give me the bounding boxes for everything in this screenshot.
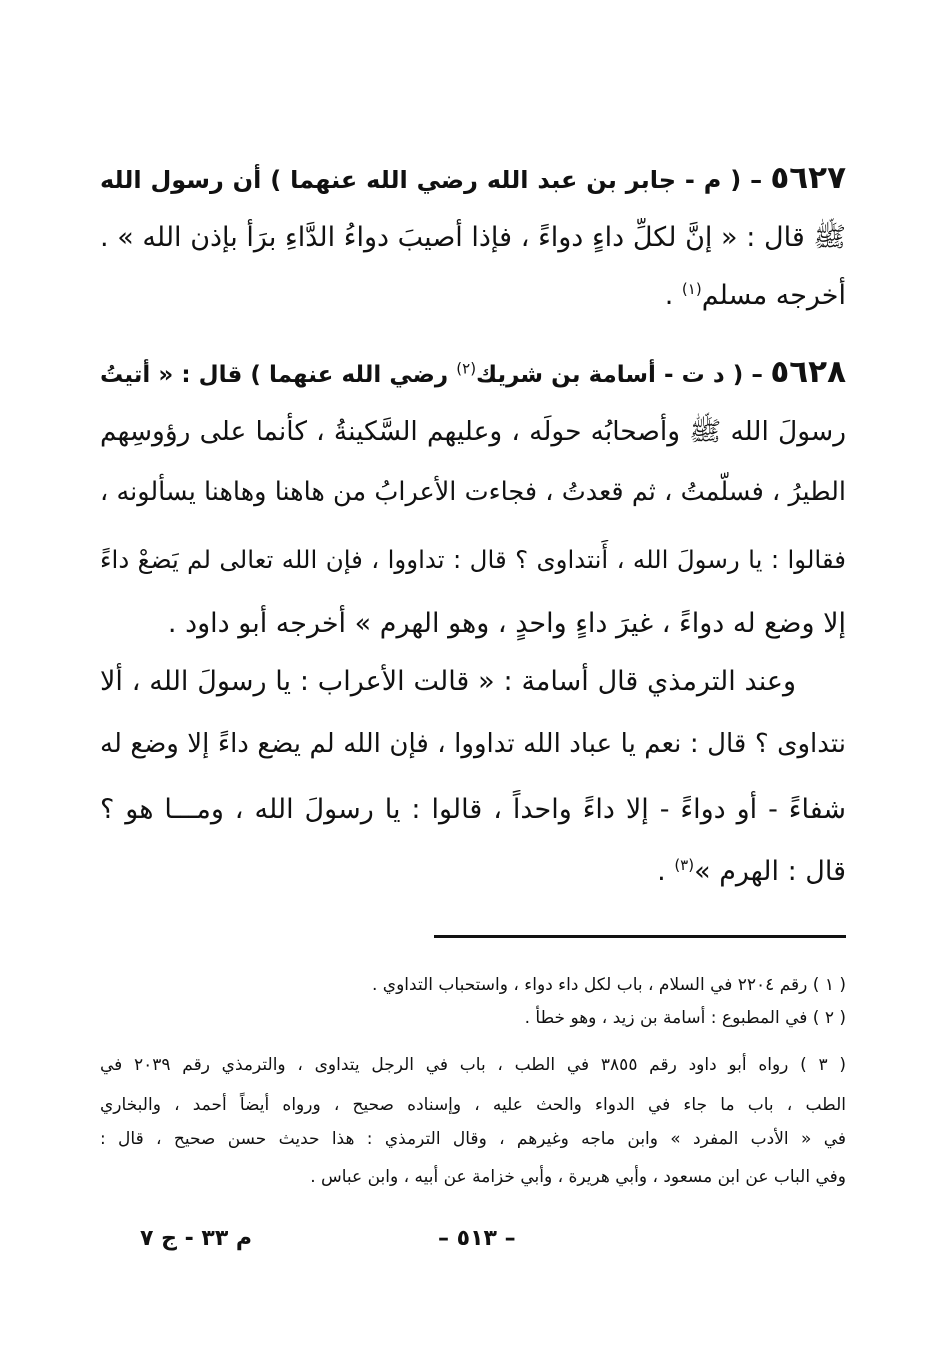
hadith-5628-line-1 [100, 352, 846, 392]
hadith-5628-line-9 [100, 852, 846, 892]
footnote-3-line-2: الطب ، باب ما جاء في الدواء والحث عليه ، وإسناده صحيح ، ورواه أيضاً أحمد ، والبخاري [100, 1095, 846, 1115]
hadith-5628-line-6: وعند الترمذي قال أُسامة : « قالت الأعراب : يا رسولَ الله ، ألا [100, 666, 796, 697]
hadith-number: ٥٦٢٧ [770, 160, 846, 196]
hadith-source: – ( د ت - أسامة بن شريك [476, 362, 763, 388]
line-end: . [657, 856, 675, 887]
hadith-source: – ( م - جابر بن عبد الله رضي الله عنهما ) أن رسول الله [100, 166, 763, 194]
footnote-separator [434, 935, 846, 938]
footnote-3-line-4: وفي الباب عن ابن مسعود ، وأبي هريرة ، وأبي خزامة عن أبيه ، وابن عباس . [310, 1167, 846, 1187]
footnote-2: ( ٢ ) في المطبوع : أسامة بن زيد ، وهو خطأ . [524, 1008, 846, 1028]
hadith-5627-line-2: ﷺ قال : « إنَّ لكلِّ داءٍ دواءً ، فإذا أُصيبَ دواءُ الدَّاءِ برَأَ بإذن الله » . [100, 222, 846, 253]
hadith-5628-line-3: الطيرُ ، فسلَّمتُ ، ثم قعدتُ ، فجاءت الأعرابُ من هاهنا وهاهنا يسألونه ، [100, 477, 846, 507]
hadith-text: قال : الهرم » [694, 856, 846, 887]
hadith-number: ٥٦٢٨ [770, 354, 846, 390]
hadith-5628-line-7: نتداوى ؟ قال : نعم يا عباد الله تداووا ، فإن الله لم يضع داءً إلا وضع له [100, 729, 846, 759]
hadith-5628-line-2: رسولَ الله ﷺ وأصحابُه حولَه ، وعليهم السَّكينةُ ، كأنما على رؤوسِهم [100, 416, 846, 447]
footnote-marker: (١) [681, 280, 702, 298]
hadith-5628-line-5: إلا وضع له دواءً ، غيرَ داءٍ واحدٍ ، وهو الهرم » أخرجه أبو داود . [167, 608, 846, 639]
hadith-5628-line-8: شفاءً - أو دواءً - إلا داءً واحداً ، قالوا : يا رسولَ الله ، ومـــا هو ؟ [100, 794, 846, 825]
hadith-takhrij: أخرجه مسلم [701, 280, 846, 311]
signature-mark: م ٣٣ - ج ٧ [140, 1226, 253, 1251]
hadith-5627-line-3 [100, 276, 846, 316]
footnote-1: ( ١ ) رقم ٢٢٠٤ في السلام ، باب لكل داء دواء ، واستحباب التداوي . [371, 975, 846, 995]
footnote-3-line-3: في « الأدب المفرد » وابن ماجه وغيرهم ، وقال الترمذي : هذا حديث حسن صحيح ، قال : [100, 1129, 846, 1149]
hadith-5628-line-4: فقالوا : يا رسولَ الله ، أَنتداوى ؟ قال : تداووا ، فإن الله تعالى لم يَضعْ داءً [100, 545, 846, 574]
footnote-marker: (٢) [456, 359, 477, 378]
line-end: . [664, 280, 682, 311]
footnote-marker: (٣) [674, 856, 695, 874]
page-number: – ٥١٣ – [438, 1226, 516, 1251]
hadith-5627-line-1 [100, 158, 846, 198]
hadith-source-cont: رضي الله عنهما ) قال : « أتيتُ [100, 362, 457, 388]
footnote-3-line-1: ( ٣ ) رواه أبو داود رقم ٣٨٥٥ في الطب ، باب في الرجل يتداوى ، والترمذي رقم ٢٠٣٩ في [100, 1055, 846, 1075]
